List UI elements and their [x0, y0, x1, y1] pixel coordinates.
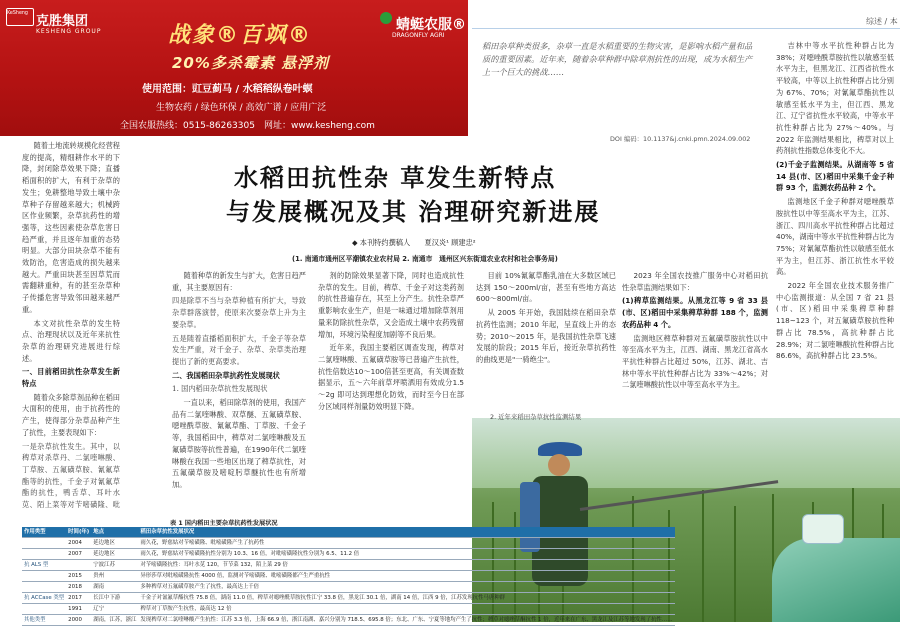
table-cell: 抗 ACCase 类型	[22, 593, 66, 604]
ad-features: 生物农药 / 绿色环保 / 高效广谱 / 应用广泛	[156, 103, 327, 113]
ad-logo-text: KeSheng	[7, 11, 28, 16]
table-header: 时间(年)	[66, 527, 91, 538]
byline: ◆ 本刊特约撰稿人 夏汉炎¹ 顾建忠²	[352, 238, 476, 247]
ad-scope: 使用范围：豇豆蓟马 / 水稻稻纵卷叶螟	[142, 84, 313, 95]
sample-tube	[802, 514, 844, 544]
paragraph: 吉林中等水平抗性种群占比为 38%；对噁唑酰草胺抗性以敏感至低水平为主，但黑龙江、江西省抗性水平较高，中等以上抗性种群占比分别为 67%、70%；对氰氟草酯抗性以敏感至低水平为主，但江西、黑龙江、辽宁省抗性水平较高，中等水平抗性种群占比为 27%～40%。与 2022 年监测结果相比，稗草对以上药剂抗性指数总体变化不大。	[776, 41, 894, 156]
ad-brand-right-en: DRAGONFLY AGRI	[392, 32, 445, 39]
paragraph: 剂的防除效果显著下降，同时也造成抗性杂草的发生。目前，稗草、千金子对这类药剂的抗性普遍存在，其至上分产生。抗性杂草严重影响农业生产，但是一味通过增加除草剂用量来防除抗性杂草，又会造成土壤中农药残留增加，环境污染程度加剧等不良后果。	[318, 271, 464, 339]
table-cell: 抗 ALS 型	[22, 560, 66, 571]
paragraph: 本文对抗性杂草的发生特点、治理现状以及近年来抗性杂草的治理研究进展进行综述。	[22, 318, 120, 363]
ad-company-name: 克胜集团	[36, 14, 89, 29]
table-cell: 2000	[66, 615, 91, 626]
column-1	[22, 140, 120, 510]
paragraph: 2022 年全国农业技术服务推广中心监测报道：从全国 7 省 21 县(市、区)稻田中采集稗草种群 118~123 个，对五氟磺草胺抗性种群占比 78.5%，高抗种群占比 28.9%；对二氯喹啉酸抗性种群占比 86.6%，高抗种群占比 23.5%。	[776, 281, 894, 361]
paragraph: 一是杂草抗性发生。其中，以稗草对杀草丹、二氯喹啉酸、丁草胺、五氟磺草胺、氰氟草酯等的抗性，千金子对氰氟草酯的抗性，鸭舌草、耳叶水苋、陌上菜等对苄嘧磺隆、吡	[22, 441, 120, 510]
abstract: 稻田杂草种类很多，杂草一直是水稻重要的生物灾害，是影响水稻产量和品质的重要因素。近年来，随着杂草种群中除草剂抗性的出现，成为水稻生产上一个巨大的挑战……	[482, 41, 753, 77]
header-divider	[472, 28, 900, 29]
table-cell	[22, 582, 66, 593]
table-cell	[22, 604, 66, 615]
affiliation: (1. 南通市通州区平潮镇农业农村局 2. 南通市 通州区兴东街道农业农村和社会事务局)	[292, 255, 558, 263]
table-row	[22, 604, 675, 615]
paragraph: 监测地区千金子种群对噁唑酰草胺抗性以中等至高水平为主，江苏、浙江、四川高水平抗性种群占比超过 40%，湖南中等水平抗性种群占比为 75%；对氰氟草酯抗性以敏感至低水平为主，但江苏、浙江抗性水平较高。	[776, 197, 894, 277]
table-cell	[22, 549, 66, 560]
article-title-line1: 水稻田抗性杂 草发生新特点	[234, 163, 557, 192]
table-cell: 辽宁	[91, 604, 138, 615]
column-4	[476, 270, 616, 410]
paragraph: 随着众多除草剂品种在稻田大面积的使用，由于抗药性的产生，使得部分杂草品种产生了抗性，主要表现如下：	[22, 392, 120, 437]
paragraph: 四是除草不当与杂草种植有所扩大，导致杂草群落演替，使原来次要杂草上升为主要杂草。	[172, 296, 306, 329]
paragraph: (1)稗草监测结果。从黑龙江等 9 省 33 县(市、区)稻田中采集稗草种群 188 个，监测农药品种 4 个。	[622, 296, 768, 329]
table-cell: 对苄嘧磺隆抗性：耳叶水苋 120，节节菜 132，陌上菜 29 倍	[138, 560, 674, 571]
ad-company-en: KESHENG GROUP	[36, 28, 102, 35]
table-row	[22, 549, 675, 560]
table-row	[22, 582, 675, 593]
resistance-table	[22, 527, 675, 626]
table-header: 作用类型	[22, 527, 66, 538]
photo-caption: 2. 近年来稻田杂草抗性监测结果	[490, 413, 582, 421]
sub-heading: 1. 国内稻田杂草抗性发展现状	[172, 384, 268, 394]
table-cell: 2015	[66, 571, 91, 582]
table-cell: 长江中下游	[91, 593, 138, 604]
section-label: 综述 / 本	[866, 17, 898, 26]
table-cell: 2007	[66, 549, 91, 560]
table-cell: 稗草对丁草胺产生抗性，最高达 12 倍	[138, 604, 674, 615]
dragonfly-logo-icon	[380, 12, 392, 24]
table-header: 地点	[91, 527, 138, 538]
table-cell: 湖南	[91, 582, 138, 593]
paragraph: 2023 年全国农技推广服务中心对稻田抗性杂草监测结果如下：	[622, 271, 768, 292]
table-cell: 延边地区	[91, 538, 138, 549]
table-cell: 雨久花，野慈姑对苄嘧磺隆抗性分别为 10.3、16 倍，对吡嘧磺隆抗性分别为 6.5、11.2 倍	[138, 549, 674, 560]
table-row	[22, 615, 675, 626]
doi-code: DOI 编码：10.1137&j.cnki.pmn.2024.09.002	[610, 135, 751, 143]
table-cell: 宁波江苏	[91, 560, 138, 571]
table-cell	[22, 571, 66, 582]
table-cell: 湖南，江苏，浙江	[91, 615, 138, 626]
table-cell: 贵州	[91, 571, 138, 582]
table-cell	[66, 560, 91, 571]
advertisement-banner	[0, 0, 468, 136]
table-row	[22, 560, 675, 571]
paragraph: 从 2005 年开始，我国陆续在稻田杂草抗药性监测；2010 年起，呈直线上升的态势；2010～2015 年，是我国抗性杂草飞速发展的阶段；2015 年后，接近杂草抗药性的曲线更是"一骑绝尘"。	[476, 308, 616, 364]
paragraph: 一直以来，稻田除草剂的使用，我国产品有二氯喹啉酸、双草醚、五氟磺草胺、噁唑酰草胺、氰氟草酯、丁草胺、千金子等，我国稻田中，稗草对二氯喹啉酸及五氟磺草胺等抗性普遍，在1990年代二氯喹啉酸在我国一些地区出现了稗草抗性，对五氟磺草胺及嘧啶肟草醚抗性也有所增加。	[172, 398, 306, 489]
paragraph: 目前 10%氰氟草酯乳油在大多数区域已达到 150～200ml/亩，甚至有些地方高达 600～800ml/亩。	[476, 271, 616, 304]
column-2	[172, 270, 306, 510]
farmer-head	[548, 454, 570, 476]
table-cell: 2004	[66, 538, 91, 549]
paragraph: 随着土地流转规模化经营程度的提高，精细耕作水平的下降，封闭除草效果下降；直播稻面积的扩大，有利于杂草的发生；免耕整地导致土壤中杂草种子存留越来越大；机械跨区作业频繁，杂草抗药性的增强等，这些因素使杂草危害日趋严重，并且逐年加重的态势明显。大部分田块杂草不能有效防治，危害造成的损失越来越大。严重田块甚至因草荒而需翻耕重种，有的甚至杂草种子传播危害导致邻田越来越严重。	[22, 141, 120, 314]
ad-headline: 战象®百飒®	[168, 23, 313, 48]
table-cell: 雨久花，野慈姑对苄嘧磺隆、吡嘧磺隆产生了抗药性	[138, 538, 674, 549]
table-cell: 延边地区	[91, 549, 138, 560]
table-cell: 2017	[66, 593, 91, 604]
table-title: 表 1 国内稻田主要杂草抗药性发展状况	[170, 520, 278, 527]
table-cell: 2018	[66, 582, 91, 593]
table-cell: 其他类型	[22, 615, 66, 626]
paragraph: (2)千金子监测结果。从湖南等 5 省 14 县(市、区)稻田中采集千金子种群 93 个，监测农药品种 2 个。	[776, 160, 894, 193]
table-header-row	[22, 527, 675, 538]
paragraph: 五是随着直播稻面积扩大，千金子等杂草发生严重，对千金子、杂草、杂草类治理提出了新的更高要求。	[172, 333, 306, 366]
table-cell: 千金子对氰氟草酯抗性 75.8 倍，湖南 11.0 倍，稗草对噁唑酰草胺抗性江宁 33.8 倍，黑龙江 30.1 倍，湖南 14 倍，江西 9 倍，江苏发现抗性马唐种群	[138, 593, 674, 604]
ad-hotline: 全国农服热线：0515-86263305 网址：www.kesheng.com	[120, 121, 375, 131]
table-header: 稻田杂草抗性发展状况	[138, 527, 674, 538]
paragraph: 随着种草的新发生与扩大，危害日趋严重，其主要原因有：	[172, 271, 306, 292]
section-heading: 二、我国稻田杂草抗药性发展现状	[172, 370, 280, 380]
table-row	[22, 538, 675, 549]
table-row	[22, 571, 675, 582]
table-cell	[22, 538, 66, 549]
ad-subheadline: 20%多杀霉素 悬浮剂	[172, 54, 330, 72]
table-cell: 发现稗草对二氯喹啉酸产生抗性：江苏 3.3 倍，上海 66.9 倍，浙江南湖、嘉兴分别为 718.5、695.8 倍；东北、广东、宁夏等地均产生了抗性；稗草对噁唑草酮抗性 1 倍，近年来在广东、黑龙江及江苏等地发现了抗性……	[138, 615, 674, 626]
section-heading: 一、目前稻田抗性杂草发生新特点	[22, 367, 120, 389]
column-5	[622, 270, 768, 410]
article-title-line2: 与发展概况及其 治理研究新进展	[226, 197, 601, 226]
paragraph: 近年来，我国主要稻区调查发现，稗草对二氯喹啉酸、五氟磺草胺等已普遍产生抗性，抗性倍数达10～100倍甚至更高，有关调查数据显示，五～六年前草坪喷洒用有效成分1.5～2g 即可达到理想化防效，而时至今日在部分区域同样剂量防效明显下降。	[318, 343, 464, 411]
column-3	[318, 270, 464, 510]
table-row	[22, 593, 675, 604]
gloved-hand	[772, 538, 900, 622]
column-6	[776, 40, 894, 418]
table-cell: 多种稗草对五氟磺草胺产生了抗性，最高达上千倍	[138, 582, 674, 593]
ad-brand-right: 蜻蜓农服®	[396, 17, 466, 33]
table-cell: 异形莎草对吡嘧磺隆抗性 4000 倍，监测对苄嘧磺隆、吡嘧磺隆都产生严重抗性	[138, 571, 674, 582]
paragraph: 监测地区稗草种群对五氟磺草胺抗性以中等至高水平为主，江西、湖南、黑龙江省高水平抗性种群占比超过 50%，江苏、湖北、吉林中等水平抗性种群占比为 33%～42%；对二氯喹啉酸抗性以中等至高水平为主。	[622, 333, 768, 390]
table-cell: 1991	[66, 604, 91, 615]
